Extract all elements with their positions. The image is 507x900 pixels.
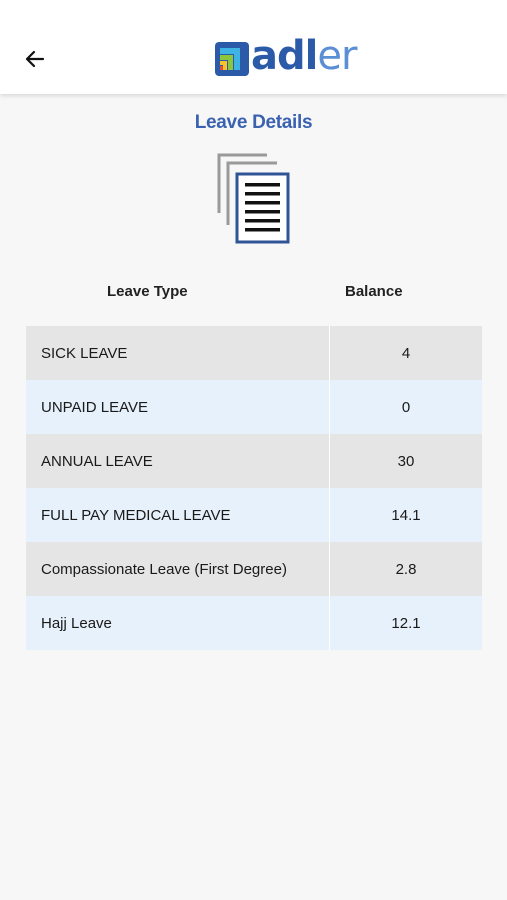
app-bar	[0, 0, 507, 94]
leave-balance-cell: 14.1	[391, 506, 421, 524]
leave-type-cell: FULL PAY MEDICAL LEAVE	[26, 488, 330, 542]
leave-balance-cell: 12.1	[391, 614, 421, 632]
column-header-balance: Balance	[345, 283, 403, 300]
leave-balance-cell: 2.8	[395, 560, 417, 578]
document-stack-icon	[216, 153, 292, 245]
leave-type-cell: Compassionate Leave (First Degree)	[26, 542, 330, 596]
leave-balance-cell: 0	[401, 398, 411, 416]
table-row	[26, 434, 482, 488]
column-header-leave-type: Leave Type	[107, 283, 188, 300]
leave-type-cell: Hajj Leave	[26, 596, 330, 650]
table-row	[26, 380, 482, 434]
leave-type-cell: ANNUAL LEAVE	[26, 434, 330, 488]
adler-logo-icon	[215, 42, 249, 76]
arrow-left-icon	[23, 47, 47, 71]
leave-type-cell: UNPAID LEAVE	[26, 380, 330, 434]
table-row	[26, 488, 482, 542]
page-title: Leave Details	[194, 112, 313, 133]
leave-balance-cell: 30	[397, 452, 415, 470]
table-row	[26, 326, 482, 380]
table-row	[26, 542, 482, 596]
adler-logo	[215, 33, 357, 80]
leave-type-cell: SICK LEAVE	[26, 326, 330, 380]
adler-logo-text: adler	[251, 33, 357, 79]
back-button[interactable]	[20, 44, 50, 74]
table-row	[26, 596, 482, 650]
leave-balance-cell: 4	[401, 344, 411, 362]
leave-balance-table	[26, 326, 482, 650]
